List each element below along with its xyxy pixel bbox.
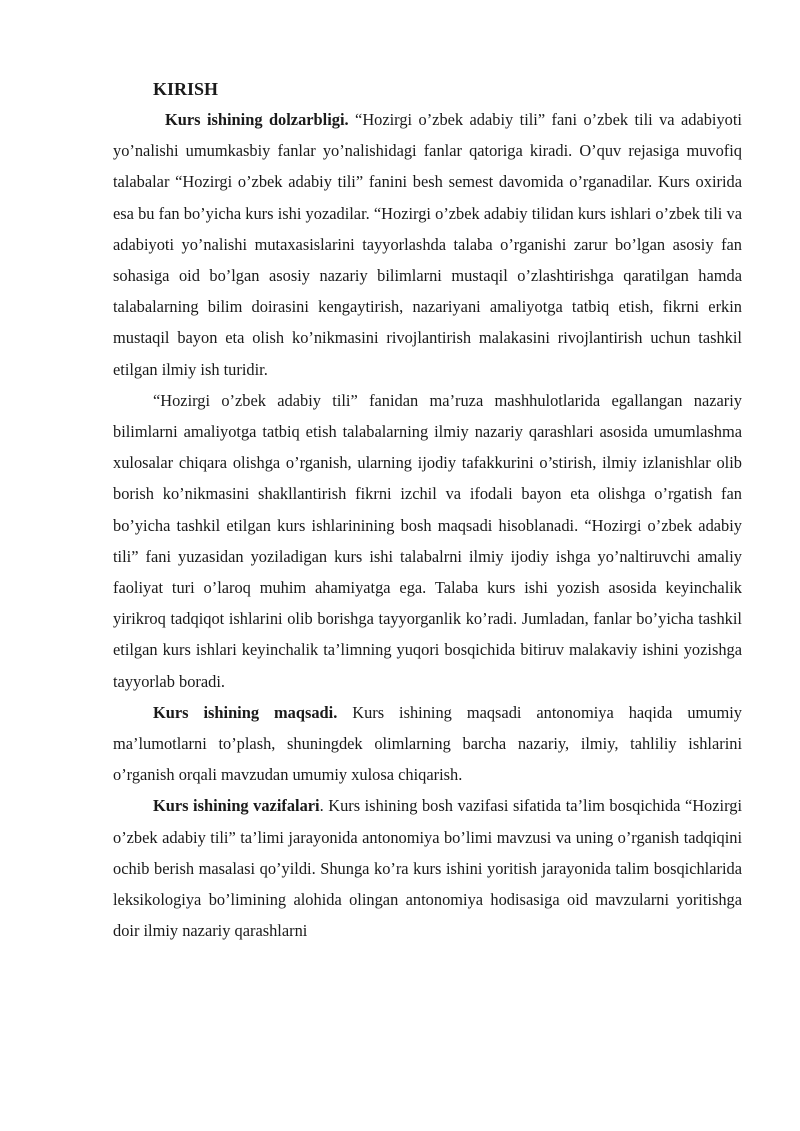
paragraph-lead: Kurs ishining vazifalari [153,796,320,816]
paragraph-text: . Kurs ishining bosh vazifasi sifatida ta’lim bosqichida “Hozirgi o’zbek adabiy tili” ta’limi jarayonida antonomiya bo’limi mavzusi va uning o’rganish tadqiqini ochib berish masalasi qo’yildi. Shunga ko’ra kurs ishini yoritish jarayonida talim bosqichlarida leksikologiya bo’limining alohida olingan antonomiya hodisasiga oid mavzularni yoritishga doir ilmiy nazariy qarashlarni [113,796,742,941]
section-heading: KIRISH [153,79,219,99]
paragraph-lead: Kurs ishining dolzarbligi. [165,110,349,129]
paragraph-goal [113,697,742,791]
paragraph-course-work [113,385,742,697]
paragraph-lead: Kurs ishining maqsadi. [153,702,338,722]
paragraph-text: “Hozirgi o’zbek adabiy tili” fanidan ma’ruza mashhulotlarida egallangan nazariy bilimlarni amaliyotga tatbiq etish talabalarning ilmiy nazariy qarashlari asosida umumlashma xulosalar chiqara olishga o’rganish, ularning ijodiy tafakkurini o’stirish, ilmiy izlanishlar olib borish ko’nikmasini shakllantirish fikrni izchil va ifodali bayon eta olishga o’rgatish fan bo’yicha tashkil etilgan kurs ishlarinining bosh maqsadi hisoblanadi. “Hozirgi o’zbek adabiy tili” fani yuzasidan yoziladigan kurs ishi talabalrni ilmiy ijodiy ishga yo’naltiruvchi amaliy faoliyat turi o’laroq muhim ahamiyatga ega. Talaba kurs ishi yozish asosida keyinchalik yirikroq tadqiqot ishlarini olib borishga tayyorganlik ko’radi. Jumladan, fanlar bo’yicha tashkil etilgan kurs ishlari keyinchalik ta’limning yuqori bosqichida bitiruv malakaviy ishini yozishga tayyorlab boradi. [113,390,742,691]
paragraph-relevance [113,104,742,385]
paragraph-tasks [113,790,742,946]
paragraph-text: Kurs ishining maqsadi antonomiya haqida umumiy ma’lumotlarni to’plash, shuningdek olimlarning barcha nazariy, ilmiy, tahliliy ishlarini o’rganish orqali mavzudan umumiy xulosa chiqarish. [113,702,742,785]
paragraph-text: “Hozirgi o’zbek adabiy tili” fani o’zbek tili va adabiyoti yo’nalishi umumkasbiy fanlar yo’nalishidagi fanlar qatoriga kiradi. O’quv rejasiga muvofiq talabalar “Hozirgi o’zbek adabiy tili” fanini besh semest davomida o’rganadilar. Kurs oxirida esa bu fan bo’yicha kurs ishi yozadilar. “Hozirgi o’zbek adabiy tilidan kurs ishlari o’zbek tili va adabiyoti yo’nalishi mutaxasislarini tayyorlashda talaba o’rganishi zarur bo’lgan asosiy fan sohasiga oid bo’lgan asosiy nazariy bilimlarni mustaqil o’zlashtirishga qaratilgan hamda talabalarning bilim doirasini kengaytirish, nazariyani amaliyotga tatbiq etish, fikrni erkin mustaqil bayon eta olish ko’nikmasini rivojlantirish malakasini rivojlantirish uchun tashkil etilgan ilmiy ish turidir. [113,110,742,379]
document-page [113,74,742,946]
